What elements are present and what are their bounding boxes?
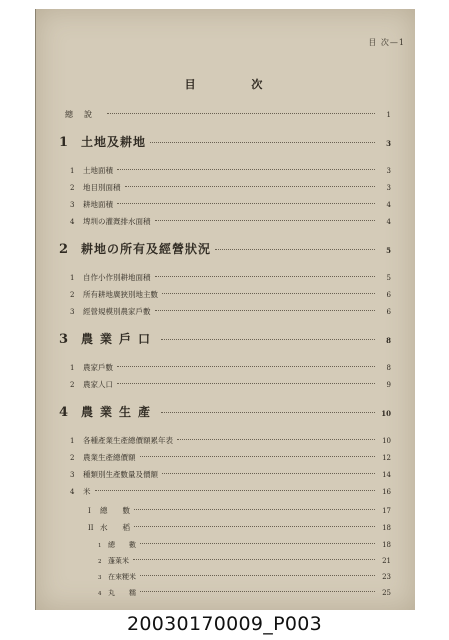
toc-entry-label: 土地面積 [83, 166, 113, 175]
leader-dots [107, 113, 375, 114]
toc-entry[interactable] [70, 182, 391, 193]
toc-title: 目 次 [184, 78, 289, 91]
chapter-title: 土地及耕地 [81, 135, 147, 149]
toc-page-number: 10 [381, 409, 391, 418]
toc-page-number: 1 [386, 111, 391, 119]
toc-entry-label: 總 數 [108, 541, 136, 549]
toc-entry[interactable] [70, 289, 391, 300]
leader-dots [134, 509, 375, 510]
toc-entry[interactable] [70, 379, 391, 390]
toc-entry-label: 在來粳米 [108, 573, 136, 581]
toc-page-number: 3 [386, 167, 391, 175]
toc-entry-label: 種類別生產數量及價額 [83, 470, 158, 479]
toc-entry-label: 埤圳の灌漑排水面積 [83, 217, 151, 226]
toc-page-number: 16 [382, 488, 391, 496]
toc-page-number: 12 [382, 454, 391, 462]
entry-number: 2 [98, 559, 102, 565]
toc-entry[interactable] [70, 435, 391, 446]
entry-number: 2 [70, 454, 75, 462]
toc-page-number: 3 [386, 139, 391, 148]
entry-number: 3 [98, 575, 102, 581]
toc-page-number: 10 [382, 437, 391, 445]
toc-entry-label: 各種產業生產總價額累年表 [83, 436, 173, 445]
leader-dots [155, 276, 376, 277]
toc-entry[interactable] [70, 306, 391, 317]
entry-number: 3 [70, 201, 75, 209]
toc-entry[interactable] [70, 216, 391, 227]
leader-dots [117, 366, 375, 367]
toc-entry-label: 米 [83, 487, 91, 496]
leader-dots [140, 591, 375, 592]
leader-dots [177, 439, 375, 440]
toc-entry-label: 自作小作別耕地面積 [83, 273, 151, 282]
leader-dots [95, 490, 376, 491]
leader-dots [117, 203, 375, 204]
toc-entry-label: 農業生產總價額 [83, 453, 136, 462]
toc-page-number: 18 [382, 524, 391, 532]
toc-entry[interactable] [70, 452, 391, 463]
leader-dots [155, 220, 376, 221]
toc-entry-label: 耕地面積 [83, 200, 113, 209]
leader-dots [140, 575, 375, 576]
toc-page-number: 8 [386, 364, 391, 372]
toc-subentry[interactable] [88, 505, 391, 516]
toc-page-number: 4 [386, 218, 391, 226]
toc-entry-label: 水 稻 [100, 523, 130, 532]
leader-dots [134, 526, 375, 527]
toc-page-number: 6 [386, 308, 391, 316]
entry-number: 3 [70, 471, 75, 479]
chapter-number: 1 [59, 135, 69, 150]
toc-page-number: 17 [382, 507, 391, 515]
toc-page-number: 21 [382, 557, 391, 565]
leader-dots [133, 559, 375, 560]
toc-entry[interactable] [70, 199, 391, 210]
chapter-number: 3 [59, 332, 69, 347]
toc-page-number: 4 [386, 201, 391, 209]
leader-dots [155, 310, 376, 311]
toc-page-number: 9 [386, 381, 391, 389]
image-caption: 20030170009_P003 [127, 613, 322, 635]
chapter-title: 耕地の所有及經營狀況 [81, 242, 212, 256]
document-page [35, 9, 415, 610]
toc-subsubentry[interactable] [98, 556, 391, 566]
toc-page-number: 14 [382, 471, 391, 479]
leader-dots [215, 249, 375, 250]
entry-number: 2 [70, 381, 75, 389]
entry-number: II [88, 524, 94, 532]
toc-entry-label: 地目別面積 [83, 183, 121, 192]
chapter-number: 2 [59, 242, 69, 257]
leader-dots [140, 456, 376, 457]
toc-entry[interactable] [70, 272, 391, 283]
leader-dots [117, 383, 375, 384]
entry-number: 4 [70, 218, 75, 226]
entry-number: 1 [70, 167, 75, 175]
chapter-title: 農業生產 [81, 405, 158, 419]
leader-dots [161, 412, 375, 413]
entry-number: 1 [70, 437, 75, 445]
toc-subentry[interactable] [88, 522, 391, 533]
toc-chapter-1[interactable] [59, 133, 391, 150]
leader-dots [161, 339, 375, 340]
chapter-title: 農業戶口 [81, 332, 158, 346]
toc-chapter-4[interactable] [59, 403, 391, 420]
toc-page-number: 18 [382, 541, 391, 549]
toc-page-number: 5 [386, 274, 391, 282]
chapter-number: 4 [59, 405, 69, 420]
entry-number: 2 [70, 184, 75, 192]
entry-number: 1 [70, 274, 75, 282]
entry-number: 1 [98, 543, 102, 549]
toc-subsubentry[interactable] [98, 540, 391, 550]
leader-dots [117, 169, 375, 170]
entry-number: 1 [70, 364, 75, 372]
toc-entry[interactable] [70, 469, 391, 480]
toc-entry-label: 總 數 [100, 506, 130, 515]
leader-dots [140, 543, 375, 544]
toc-page-number: 23 [382, 573, 391, 581]
entry-number: 2 [70, 291, 75, 299]
toc-intro-row[interactable] [65, 109, 391, 120]
toc-entry[interactable] [70, 486, 391, 497]
entry-number: 4 [70, 488, 75, 496]
toc-subsubentry[interactable] [98, 588, 391, 598]
toc-entry-label: 所有耕地廣狹別地主數 [83, 290, 158, 299]
toc-page-number: 8 [386, 336, 391, 345]
page-marker: 目 次—1 [368, 38, 405, 47]
leader-dots [162, 473, 375, 474]
toc-page-number: 3 [386, 184, 391, 192]
toc-entry[interactable] [70, 362, 391, 373]
toc-subsubentry[interactable] [98, 572, 391, 582]
toc-entry-label: 丸 糯 [108, 589, 136, 597]
toc-entry-label: 農家人口 [83, 380, 113, 389]
leader-dots [162, 293, 375, 294]
toc-entry-label: 農家戶數 [83, 363, 113, 372]
toc-entry-label: 總說 [65, 110, 103, 119]
toc-chapter-3[interactable] [59, 330, 391, 347]
toc-chapter-2[interactable] [59, 240, 391, 257]
entry-number: 4 [98, 591, 102, 597]
entry-number: I [88, 507, 91, 515]
leader-dots [150, 142, 375, 143]
toc-page-number: 6 [386, 291, 391, 299]
toc-page-number: 25 [382, 589, 391, 597]
toc-entry-label: 經營規模別農家戶數 [83, 307, 151, 316]
entry-number: 3 [70, 308, 75, 316]
toc-entry[interactable] [70, 165, 391, 176]
leader-dots [125, 186, 376, 187]
toc-page-number: 5 [386, 246, 391, 255]
toc-entry-label: 蓬萊米 [108, 557, 129, 565]
